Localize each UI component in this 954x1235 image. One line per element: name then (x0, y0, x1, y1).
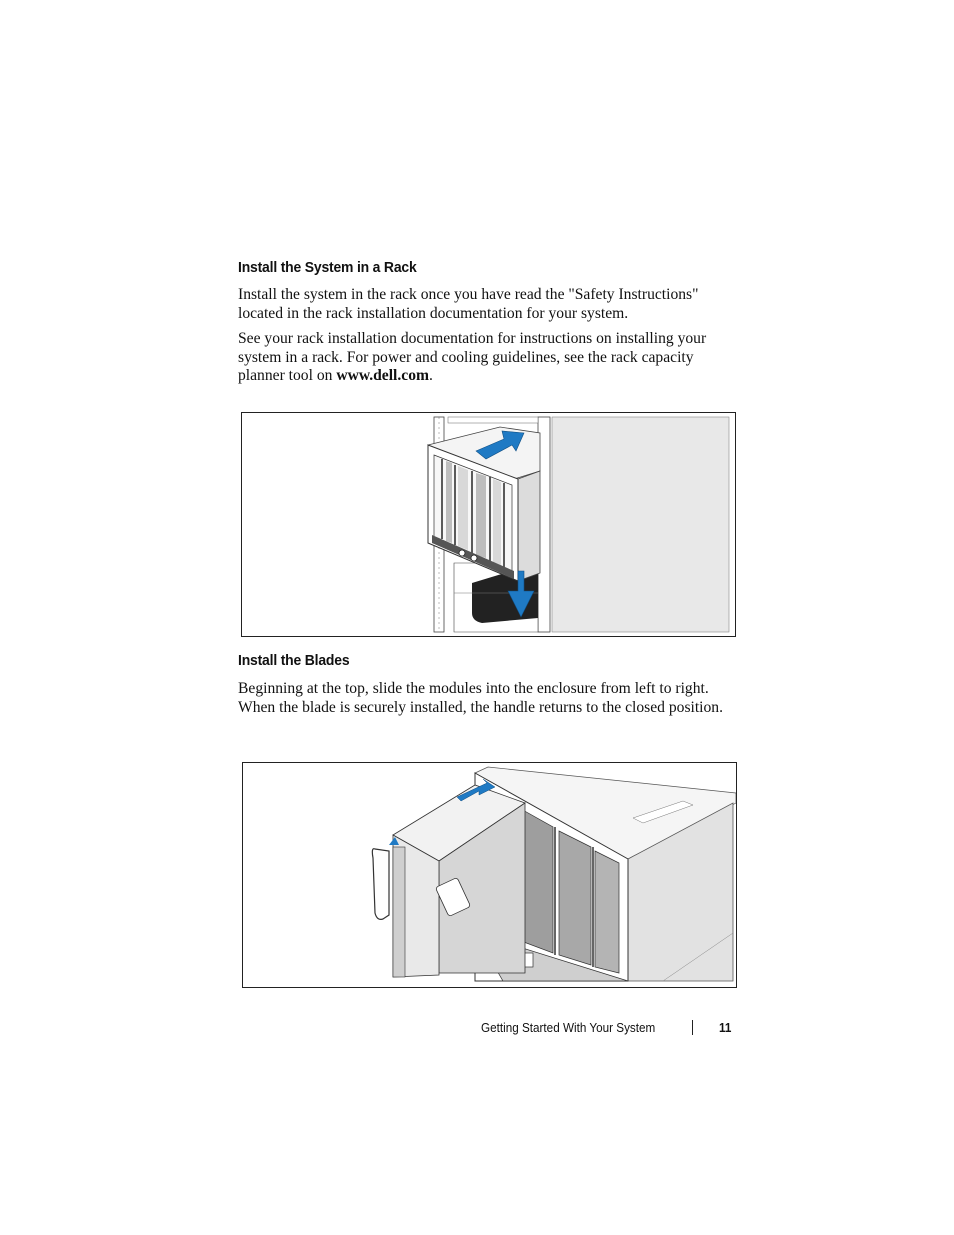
figure-blade-installation (242, 762, 737, 988)
rack-installation-illustration (242, 413, 735, 636)
paragraph-rack-safety: Install the system in the rack once you have read the "Safety Instructions" located in the rack installation documentation for your system. (238, 286, 699, 322)
footer-document-title: Getting Started With Your System (481, 1020, 656, 1035)
footer-separator (692, 1020, 693, 1035)
dell-website-link[interactable]: www.dell.com (336, 367, 429, 385)
figure-rack-installation (241, 412, 736, 637)
paragraph-rack-documentation-text: See your rack installation documentation for instructions on installing your system in a rack. For power and cooling guidelines, see the rack capacity planner tool on (238, 330, 707, 385)
paragraph-end-punctuation: . (429, 367, 433, 385)
page-number: 11 (719, 1020, 732, 1035)
paragraph-blades-instructions: Beginning at the top, slide the modules into the enclosure from left to right. When the blade is securely installed, the handle returns to the closed position. (238, 680, 724, 716)
heading-install-blades: Install the Blades (238, 652, 350, 669)
paragraph-rack-documentation (238, 330, 738, 386)
blade-installation-illustration (243, 763, 736, 987)
heading-install-rack: Install the System in a Rack (238, 259, 417, 276)
